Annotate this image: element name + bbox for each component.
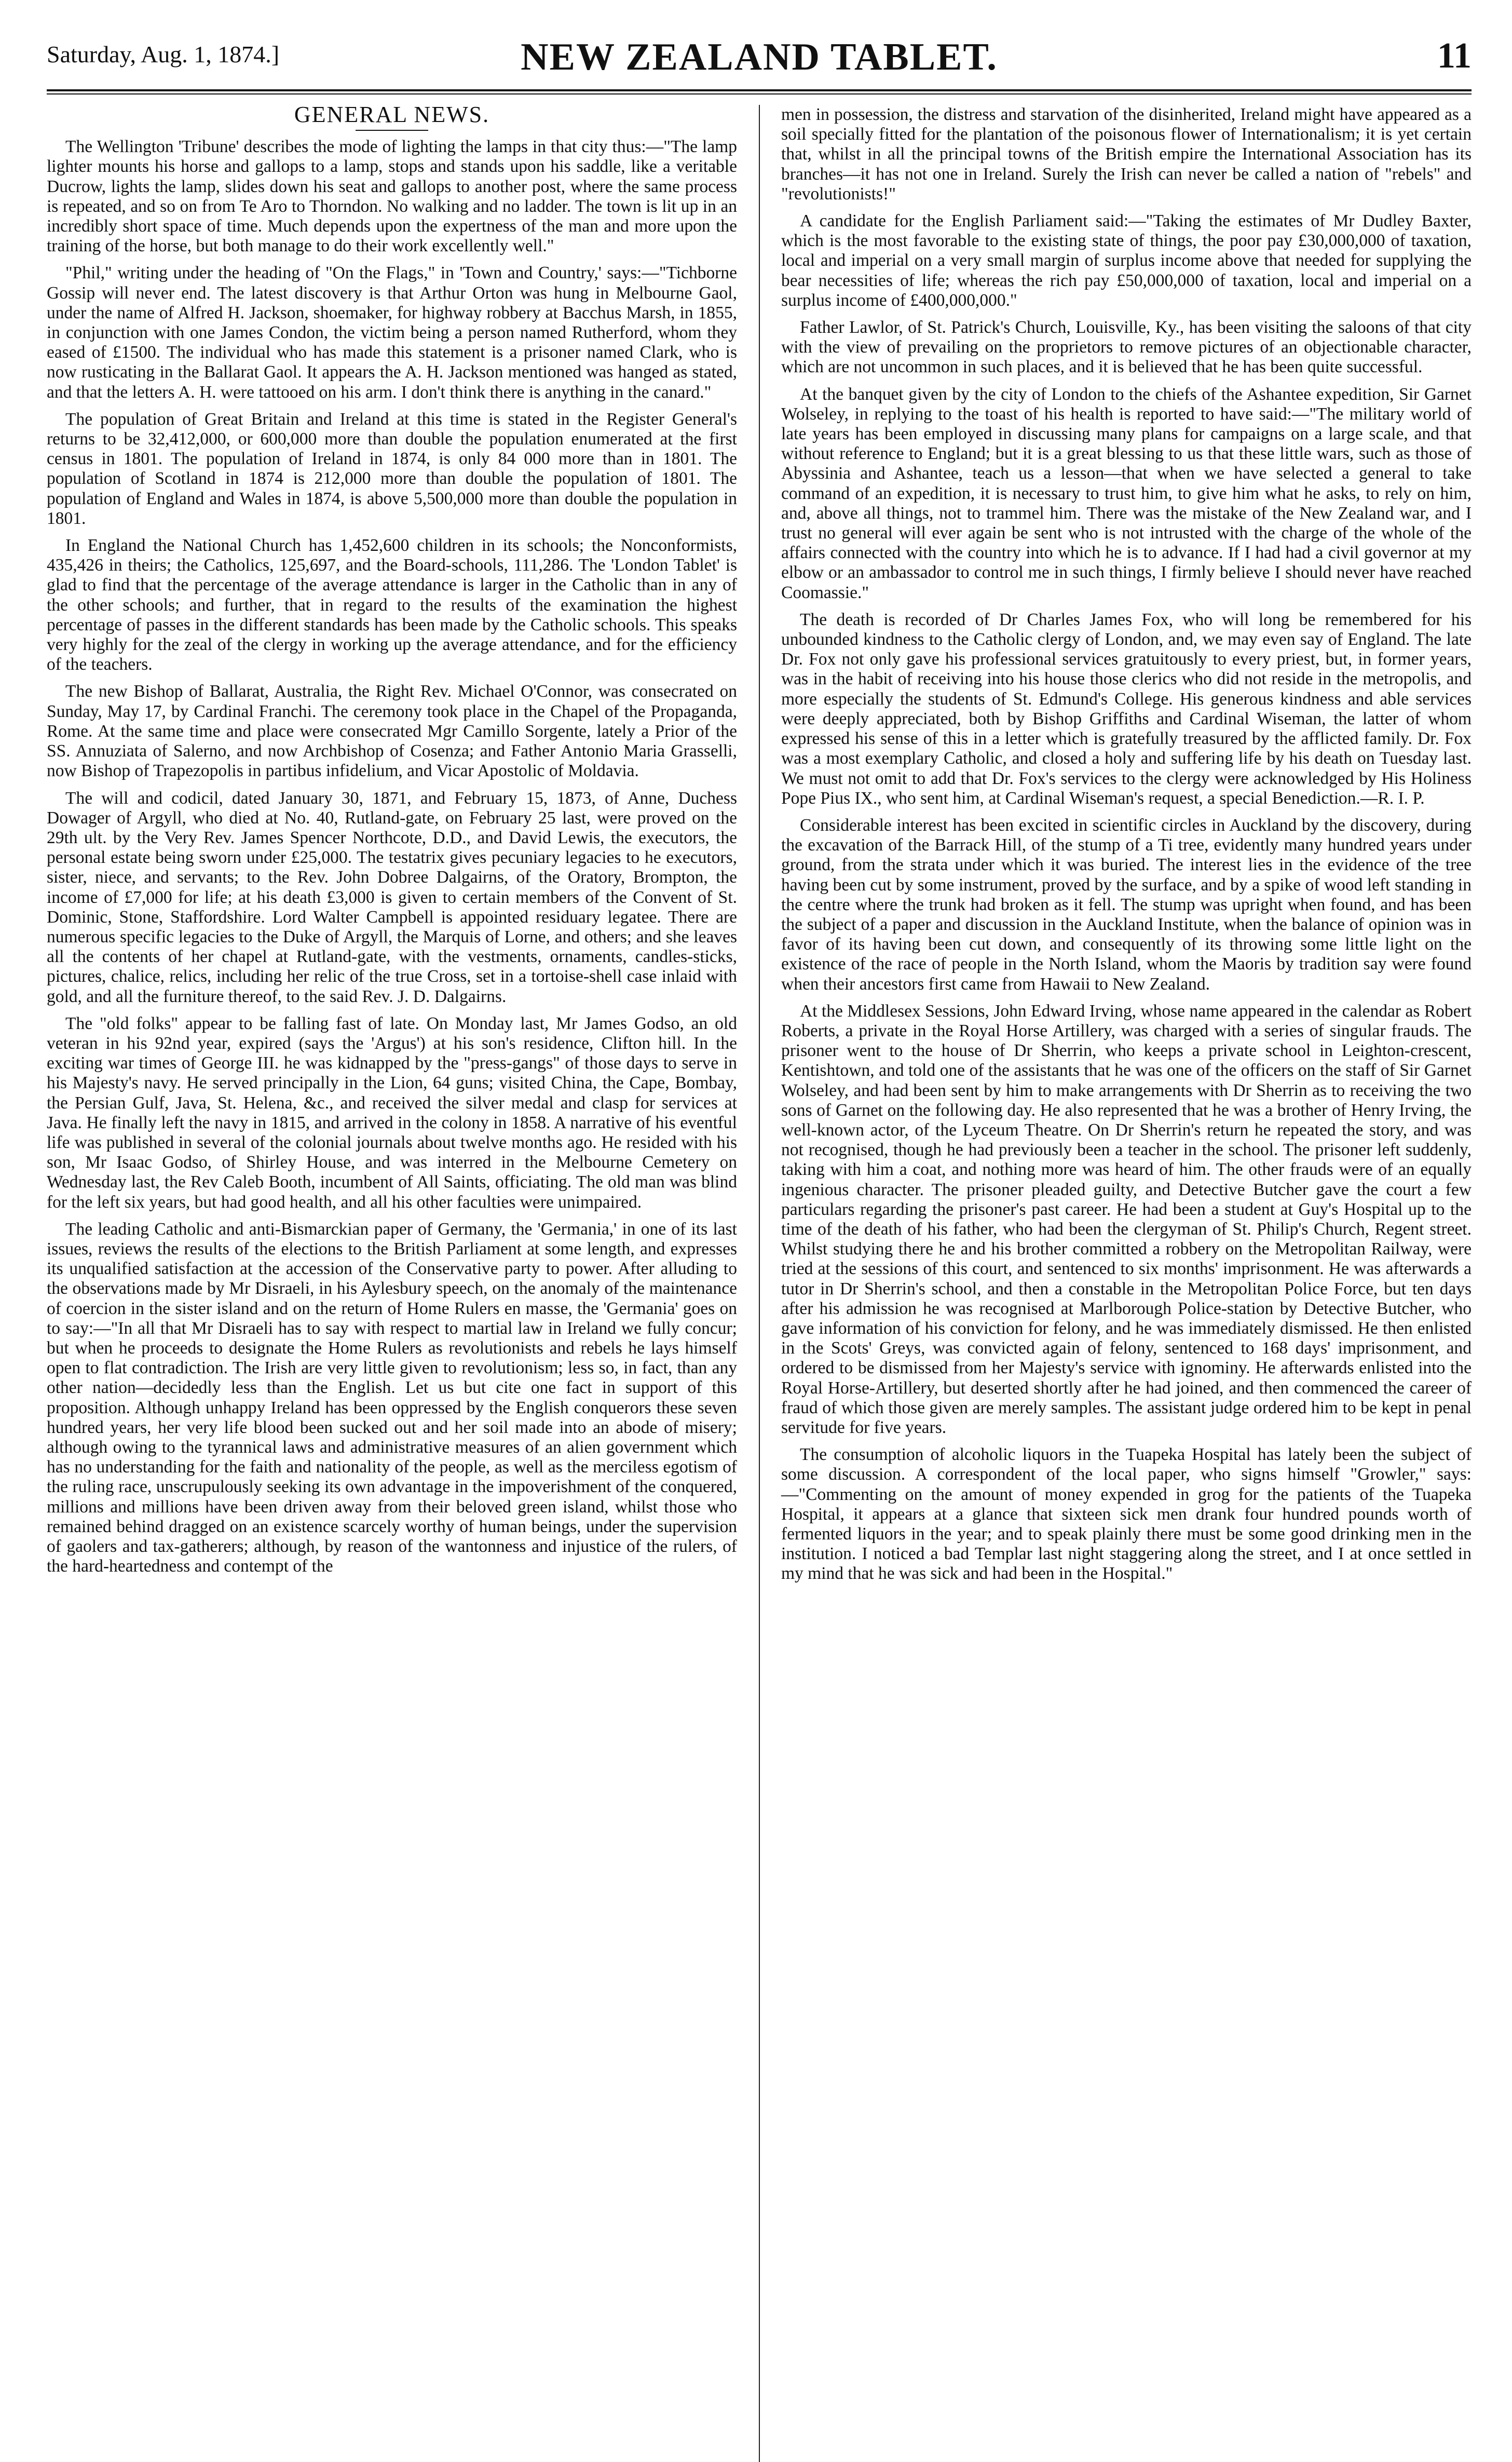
article-paragraph: At the Middlesex Sessions, John Edward Irving, whose name appeared in the calendar as Robert Roberts, a private in the Royal Horse Artillery, was charged with a series of singular frauds. The prisoner went to the house of Dr Sherrin, who keeps a private school in Leighton-crescent, Kentishtown, and told one of the assistants that he was one of the officers on the staff of Sir Garnet Wolseley, and had been sent by him to make arrangements with Dr Sherrin as to receiving the two sons of Garnet on the following day. He also represented that he was a brother of Henry Irving, the well-known actor, of the Lyceum Theatre. On Dr Sherrin's return he repeated the story, and was not recognised, though he had previously been a teacher in the school. The prisoner left suddenly, taking with him a coat, and nothing more was heard of him. The other frauds were of an equally ingenious character. The prisoner pleaded guilty, and Detective Butcher gave the court a few particulars regarding the prisoner's past career. He had been a student at Guy's Hospital up to the time of the death of his father, who had been the clergyman of St. Philip's Church, Regent street. Whilst studying there he and his brother committed a robbery on the Metropolitan Railway, were tried at the sessions of this court, and sentenced to six months' imprisonment. He was afterwards a tutor in Dr Sherrin's school, and then a constable in the Metropolitan Police Force, but ten days after his admission he was recognised at Marlborough Police-station by Detective Butcher, who gave information of his conviction for felony, and he was immediately dismissed. He then enlisted in the Scots' Greys, was convicted again of felony, sentenced to 168 days' imprisonment, and ordered to be dismissed from her Majesty's service with ignominy. He afterwards enlisted into the Royal Horse-Artillery, but deserted shortly after he had joined, and then commenced the career of fraud of which those given are merely samples. The assistant judge ordered him to be kept in penal servitude for five years. [781, 1001, 1472, 1437]
article-paragraph: The death is recorded of Dr Charles James Fox, who will long be remembered for his unbounded kindness to the Catholic clergy of London, and, we may even say of England. The late Dr. Fox not only gave his professional services gratuitously to every priest, but, in former years, was in the habit of receiving into his house those clerics who did not reside in the metropolis, and more especially the students of St. Edmund's College. His generous kindness and able services were deeply appreciated, both by Bishop Griffiths and Cardinal Wiseman, the latter of whom expressed his sense of this in a letter which is gratefully treasured by the afflicted family. Dr. Fox was a most exemplary Catholic, and closed a holy and suffering life by his death on Tuesday last. We must not omit to add that Dr. Fox's services to the clergy were acknowledged by His Holiness Pope Pius IX., who sent him, at Cardinal Wiseman's request, a special Benediction.—R. I. P. [781, 610, 1472, 808]
article-paragraph: Father Lawlor, of St. Patrick's Church, Louisville, Ky., has been visiting the saloons of that city with the view of prevailing on the proprietors to remove pictures of an objectionable character, which are not uncommon in such places, and it is believed that he has been quite successful. [781, 318, 1472, 377]
masthead-title: NEW ZEALAND TABLET. [521, 36, 998, 78]
article-paragraph: At the banquet given by the city of London to the chiefs of the Ashantee expedition, Sir Garnet Wolseley, in replying to the toast of his health is reported to have said:—"The military world of late years has been employed in discussing many plans for campaigns on a large scale, and that without reference to England; but it is a great blessing to us that these little wars, such as those of Abyssinia and Ashantee, teach us a lesson—that when we have selected a general to take command of an expedition, it is necessary to trust him, to give him what he asks, to rely on him, and, above all things, not to trammel him. There was the mistake of the New Zealand war, and I trust no general will ever again be sent who is not intrusted with the charge of the whole of the affairs connected with the country into which he is to advance. If I had had a civil governor at my elbow or an ambassador to control me in such things, I firmly believe I should never have reached Coomassie." [781, 384, 1472, 602]
column-divider [759, 105, 760, 2462]
right-column [781, 105, 1472, 1591]
article-paragraph: The new Bishop of Ballarat, Australia, the Right Rev. Michael O'Connor, was consecrated on Sunday, May 17, by Cardinal Franchi. The ceremony took place in the Chapel of the Propaganda, Rome. At the same time and place were consecrated Mgr Camillo Sorgente, lately a Prior of the SS. Annuziata of Salerno, and now Archbishop of Cosenza; and Father Antonio Maria Grasselli, now Bishop of Trapezopolis in partibus infidelium, and Vicar Apostolic of Moldavia. [47, 682, 737, 781]
article-paragraph: The will and codicil, dated January 30, 1871, and February 15, 1873, of Anne, Duchess Dowager of Argyll, who died at No. 40, Rutland-gate, on February 25 last, were proved on the 29th ult. by the Very Rev. James Spencer Northcote, D.D., and David Lewis, the executors, the personal estate being sworn under £25,000. The testatrix gives pecuniary legacies to he executors, sister, niece, and servants; to the Rev. John Dobree Dalgairns, of the Oratory, Brompton, the income of £7,000 for life; at his death £3,000 is given to certain members of the Convent of St. Dominic, Stone, Staffordshire. Lord Walter Campbell is appointed residuary legatee. There are numerous specific legacies to the Duke of Argyll, the Marquis of Lorne, and others; and she leaves all the contents of her chapel at Rutland-gate, with the vestments, ornaments, candles-sticks, pictures, chalice, relics, including her relic of the true Cross, set in a tortoise-shell case inlaid with gold, and all the furniture thereof, to the said Rev. J. D. Dalgairns. [47, 788, 737, 1006]
article-paragraph: The "old folks" appear to be falling fast of late. On Monday last, Mr James Godso, an old veteran in his 92nd year, expired (says the 'Argus') at his son's residence, Clifton hill. In the exciting war times of George III. he was kidnapped by the "press-gangs" of those days to serve in his Majesty's navy. He served principally in the Lion, 64 guns; visited China, the Cape, Bombay, the Persian Gulf, Java, St. Helena, &c., and received the silver medal and clasp for services at Java. He finally left the navy in 1815, and arrived in the colony in 1858. A narrative of his eventful life was published in several of the colonial journals about twelve months ago. He resided with his son, Mr Isaac Godso, of Shirley House, and was interred in the Melbourne Cemetery on Wednesday last, the Rev Caleb Booth, incumbent of All Saints, officiating. The old man was blind for the left six years, but had good health, and all his other faculties were unimpaired. [47, 1013, 737, 1212]
article-paragraph: The Wellington 'Tribune' describes the mode of lighting the lamps in that city thus:—"The lamp lighter mounts his horse and gallops to a lamp, stops and stands upon his saddle, like a veritable Ducrow, lights the lamp, slides down his seat and gallops to another post, where the same process is repeated, and so on from Te Aro to Thorndon. No walking and no ladder. The town is lit up in an incredibly short space of time. Much depends upon the expertness of the man and more upon the training of the horse, but both manage to do their work excellently well." [47, 137, 737, 256]
article-paragraph: In England the National Church has 1,452,600 children in its schools; the Nonconformists, 435,426 in theirs; the Catholics, 125,697, and the Board-schools, 111,286. The 'London Tablet' is glad to find that the percentage of the average attendance is larger in the Catholic than in any of the other schools; and further, that in regard to the results of the examination the highest percentage of passes in the different standards has been made by the Catholic schools. This speaks very highly for the zeal of the clergy in working up the average attendance, and for the efficiency of the teachers. [47, 536, 737, 674]
article-paragraph: "Phil," writing under the heading of "On the Flags," in 'Town and Country,' says:—"Tichborne Gossip will never end. The latest discovery is that Arthur Orton was hung in Melbourne Gaol, under the name of Alfred H. Jackson, shoemaker, for highway robbery at Bacchus Marsh, in 1855, in conjunction with one James Condon, the victim being a person named Rutherford, whom they eased of £1500. The individual who has made this statement is a prisoner named Clark, who is now rusticating in the Ballarat Gaol. It appears the A. H. Jackson mentioned was hanged as stated, and that the letters A. H. were tattooed on his arm. I don't think there is anything in the canard." [47, 263, 737, 402]
article-paragraph: The leading Catholic and anti-Bismarckian paper of Germany, the 'Germania,' in one of its last issues, reviews the results of the elections to the British Parliament at some length, and expresses its unqualified satisfaction at the accession of the Conservative party to power. After alluding to the observations made by Mr Disraeli, in his Aylesbury speech, on the anomaly of the maintenance of coercion in the sister island and on the return of Home Rulers en masse, the 'Germania' goes on to say:—"In all that Mr Disraeli has to say with respect to martial law in Ireland we fully concur; but when he proceeds to designate the Home Rulers as revolutionists and rebels he lays himself open to flat contradiction. The Irish are very little given to revolutionism; less so, in fact, than any other nation—decidedly less than the English. Let us but cite one fact in support of this proposition. Although unhappy Ireland has been oppressed by the English conquerors these seven hundred years, her very life blood been sucked out and her soil made into an abode of misery; although owing to the tyrannical laws and administrative measures of an alien government which has no understanding for the faith and nationality of the people, as well as the merciless egotism of the ruling race, unscrupulously seeking its own advantage in the impoverishment of the conquered, millions and millions have been driven away from their beloved green island, whilst those who remained behind dragged on an existence scarcely worthy of human beings, under the supervision of gaolers and tax-gatherers; although, by reason of the wantonness and injustice of the rulers, of the hard-heartedness and contempt of the [47, 1219, 737, 1576]
article-paragraph: The population of Great Britain and Ireland at this time is stated in the Register General's returns to be 32,412,000, or 600,000 more than double the population enumerated at the first census in 1801. The population of Ireland in 1874, is only 84 000 more than in 1801. The population of Scotland in 1874 is 212,000 more than double the population of 1801. The population of England and Wales in 1874, is above 5,500,000 more than double the population in 1801. [47, 409, 737, 528]
left-column [47, 102, 737, 1591]
article-paragraph: Considerable interest has been excited in scientific circles in Auckland by the discovery, during the excavation of the Barrack Hill, of the stump of a Ti tree, evidently many hundred years under ground, from the strata under which it was buried. The interest lies in the evidence of the tree having been cut by some instrument, proved by the surface, and by a spike of wood left standing in the centre where the trunk had broken as it fell. The stump was upright when found, and has been the subject of a paper and discussion in the Auckland Institute, when the balance of opinion was in favor of its having been cut down, and consequently of its throwing some little light on the existence of the race of people in the North Island, whom the Maoris by tradition say were found when their ancestors first came from Hawaii to New Zealand. [781, 815, 1472, 994]
section-title: GENERAL NEWS. [294, 102, 490, 127]
page-header [47, 31, 1472, 88]
section-rule [356, 130, 428, 131]
article-paragraph: men in possession, the distress and starvation of the disinherited, Ireland might have appeared as a soil specially fitted for the plantation of the poisonous flower of Internationalism; it is yet certain that, whilst in all the principal towns of the British empire the International Association has its branches—it has not one in Ireland. Surely the Irish can never be called a nation of "rebels" and "revolutionists!" [781, 105, 1472, 204]
page-number: 11 [1437, 36, 1472, 76]
newspaper-page [47, 31, 1472, 2440]
header-rule [47, 89, 1472, 91]
header-rule-thin [47, 93, 1472, 94]
article-paragraph: The consumption of alcoholic liquors in the Tuapeka Hospital has lately been the subject of some discussion. A correspondent of the local paper, who signs himself "Growler," says:—"Commenting on the amount of money expended in grog for the patients of the Tuapeka Hospital, it appears at a glance that sixteen sick men drank four hundred pounds worth of fermented liquors in the year; and to speak plainly there must be some good drinking men in the institution. I noticed a bad Templar last night staggering along the street, and I at once settled in my mind that he was sick and had been in the Hospital." [781, 1445, 1472, 1584]
article-columns [47, 102, 1472, 1591]
issue-date: Saturday, Aug. 1, 1874.] [47, 41, 280, 67]
article-paragraph: A candidate for the English Parliament said:—"Taking the estimates of Mr Dudley Baxter, which is the most favorable to the existing state of things, the poor pay £30,000,000 of taxation, local and imperial on a very small margin of surplus income above that needed for supplying the bear necessities of life; whereas the rich pay £50,000,000 of taxation, local and imperial on a surplus income of £400,000,000." [781, 211, 1472, 310]
